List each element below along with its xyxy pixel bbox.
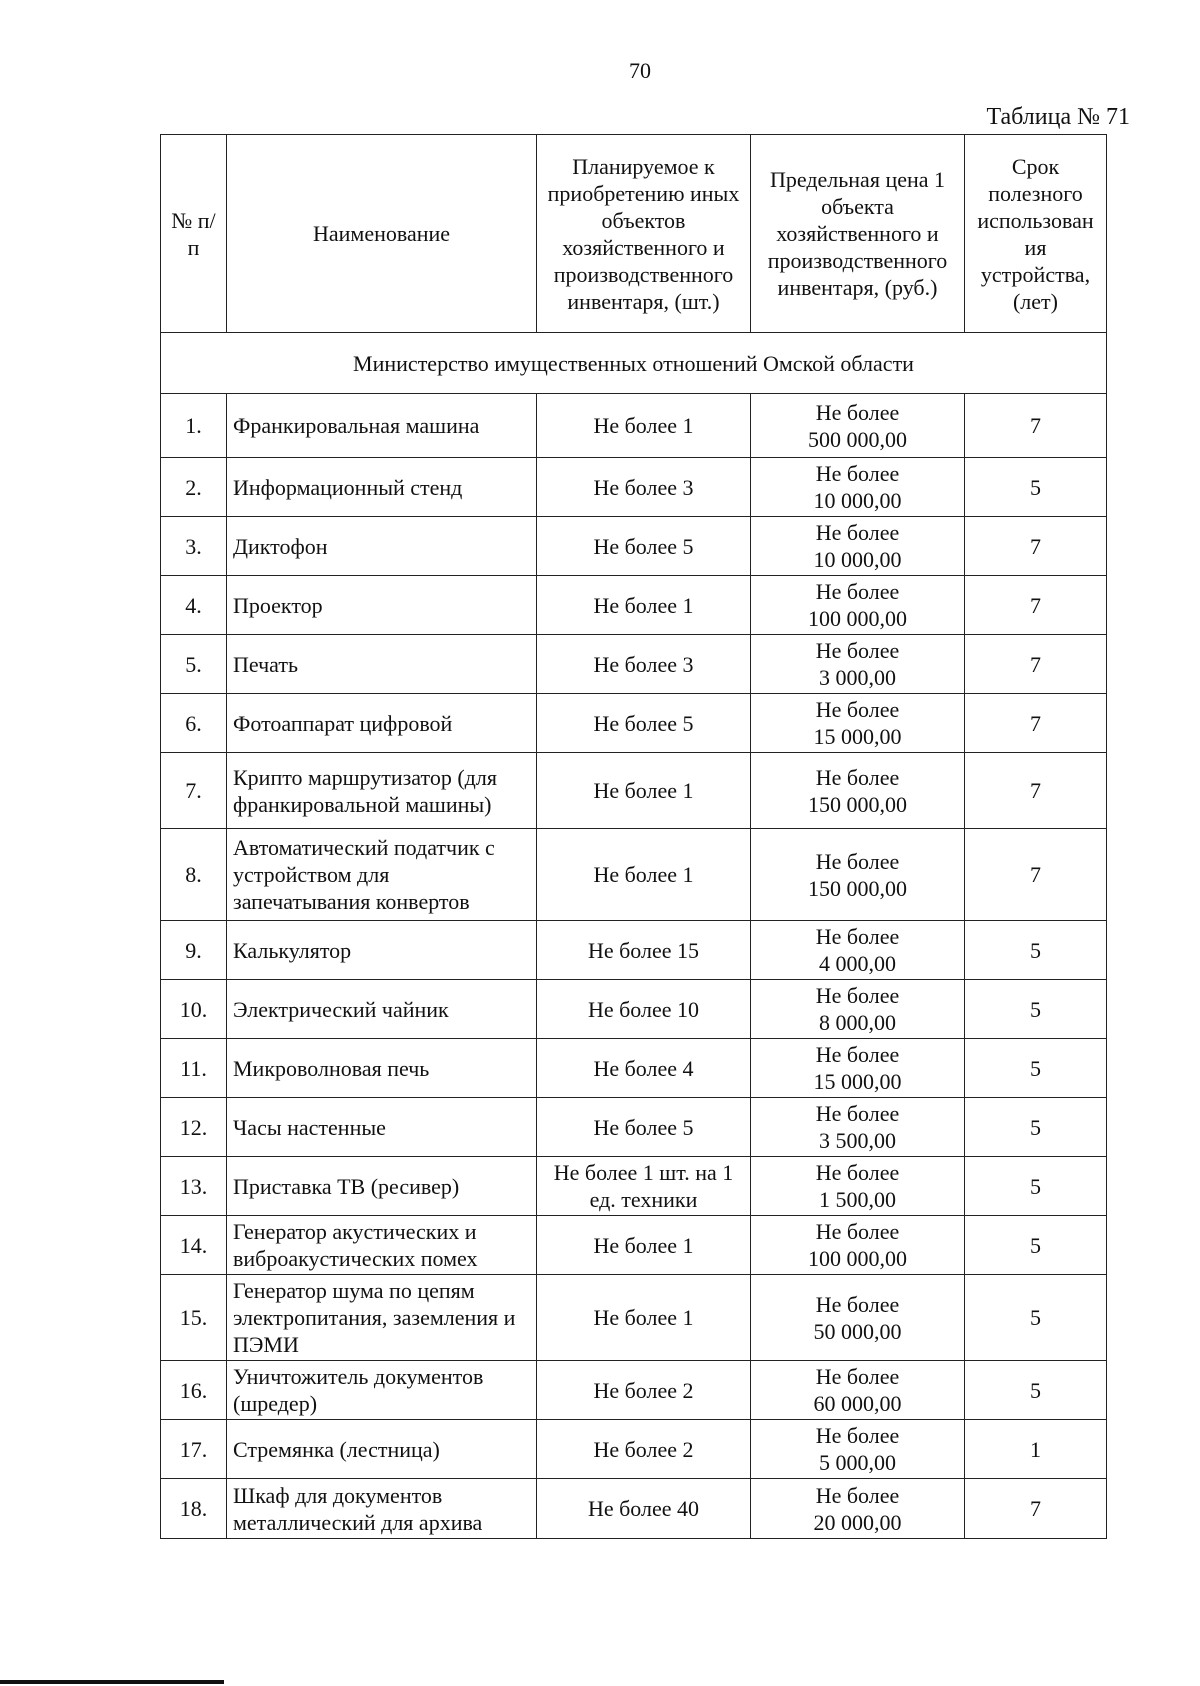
row-quantity: Не более 5 bbox=[537, 694, 751, 753]
price-value: 20 000,00 bbox=[813, 1509, 902, 1535]
price-value: 3 000,00 bbox=[819, 665, 896, 690]
scan-edge-mark bbox=[0, 1680, 224, 1684]
table-caption: Таблица № 71 bbox=[986, 104, 1130, 130]
row-quantity: Не более 3 bbox=[537, 635, 751, 694]
header-qty: Планируемое к приобретению иных объектов хозяйственного и производственного инвентаря, (шт.) bbox=[537, 135, 751, 333]
row-quantity: Не более 1 bbox=[537, 1216, 751, 1275]
price-prefix: Не более bbox=[815, 461, 900, 486]
row-quantity: Не более 2 bbox=[537, 1420, 751, 1479]
row-price bbox=[751, 1157, 965, 1216]
row-price bbox=[751, 517, 965, 576]
row-quantity: Не более 5 bbox=[537, 1098, 751, 1157]
row-quantity: Не более 40 bbox=[537, 1479, 751, 1539]
row-price bbox=[751, 1420, 965, 1479]
header-name: Наименование bbox=[227, 135, 537, 333]
table-row bbox=[161, 1479, 1107, 1539]
price-prefix: Не более bbox=[815, 848, 900, 874]
header-term: Срок полезного использован ия устройства, (лет) bbox=[965, 135, 1107, 333]
price-value: 100 000,00 bbox=[808, 606, 907, 631]
row-name: Крипто маршрутизатор (для франкировальной машины) bbox=[227, 753, 537, 829]
row-name: Стремянка (лестница) bbox=[227, 1420, 537, 1479]
row-price bbox=[751, 921, 965, 980]
row-number: 11. bbox=[161, 1039, 227, 1098]
row-quantity: Не более 1 bbox=[537, 394, 751, 458]
table-row bbox=[161, 1420, 1107, 1479]
row-quantity: Не более 10 bbox=[537, 980, 751, 1039]
page-number: 70 bbox=[629, 58, 651, 83]
row-number: 8. bbox=[161, 829, 227, 921]
price-prefix: Не более bbox=[815, 1101, 900, 1126]
row-name: Генератор шума по цепям электропитания, заземления и ПЭМИ bbox=[227, 1275, 537, 1361]
row-number: 1. bbox=[161, 394, 227, 458]
table-row bbox=[161, 1039, 1107, 1098]
row-quantity: Не более 5 bbox=[537, 517, 751, 576]
row-number: 16. bbox=[161, 1361, 227, 1420]
table-row bbox=[161, 1157, 1107, 1216]
section-title: Министерство имущественных отношений Омской области bbox=[161, 333, 1107, 394]
header-num: № п/п bbox=[161, 135, 227, 333]
row-price bbox=[751, 829, 965, 921]
row-number: 2. bbox=[161, 458, 227, 517]
row-term: 7 bbox=[965, 394, 1107, 458]
row-name: Электрический чайник bbox=[227, 980, 537, 1039]
price-prefix: Не более bbox=[815, 1482, 900, 1508]
price-value: 10 000,00 bbox=[813, 488, 902, 513]
row-number: 17. bbox=[161, 1420, 227, 1479]
table-row bbox=[161, 576, 1107, 635]
price-value: 50 000,00 bbox=[813, 1318, 902, 1344]
price-value: 5 000,00 bbox=[819, 1450, 896, 1475]
row-term: 7 bbox=[965, 517, 1107, 576]
table-row bbox=[161, 694, 1107, 753]
row-quantity: Не более 1 шт. на 1 ед. техники bbox=[537, 1157, 751, 1216]
row-number: 10. bbox=[161, 980, 227, 1039]
row-price bbox=[751, 394, 965, 458]
row-quantity: Не более 15 bbox=[537, 921, 751, 980]
row-quantity: Не более 1 bbox=[537, 753, 751, 829]
price-prefix: Не более bbox=[815, 924, 900, 949]
table-row bbox=[161, 829, 1107, 921]
price-value: 3 500,00 bbox=[819, 1128, 896, 1153]
row-number: 5. bbox=[161, 635, 227, 694]
row-quantity: Не более 2 bbox=[537, 1361, 751, 1420]
price-value: 15 000,00 bbox=[813, 724, 902, 749]
price-prefix: Не более bbox=[815, 1291, 900, 1317]
row-price bbox=[751, 1039, 965, 1098]
row-number: 3. bbox=[161, 517, 227, 576]
row-price bbox=[751, 635, 965, 694]
row-term: 5 bbox=[965, 1275, 1107, 1361]
row-term: 5 bbox=[965, 1098, 1107, 1157]
row-price bbox=[751, 1479, 965, 1539]
row-term: 5 bbox=[965, 980, 1107, 1039]
row-quantity: Не более 1 bbox=[537, 829, 751, 921]
price-prefix: Не более bbox=[815, 1423, 900, 1448]
row-number: 12. bbox=[161, 1098, 227, 1157]
price-value: 1 500,00 bbox=[819, 1187, 896, 1212]
row-name: Калькулятор bbox=[227, 921, 537, 980]
table-row bbox=[161, 635, 1107, 694]
row-name: Приставка ТВ (ресивер) bbox=[227, 1157, 537, 1216]
row-number: 9. bbox=[161, 921, 227, 980]
price-value: 150 000,00 bbox=[808, 791, 907, 817]
table-header-row bbox=[161, 135, 1107, 333]
price-prefix: Не более bbox=[815, 399, 900, 425]
row-name: Печать bbox=[227, 635, 537, 694]
table-row bbox=[161, 517, 1107, 576]
row-quantity: Не более 4 bbox=[537, 1039, 751, 1098]
table-row bbox=[161, 1216, 1107, 1275]
row-name: Информационный стенд bbox=[227, 458, 537, 517]
table-row bbox=[161, 1098, 1107, 1157]
row-term: 5 bbox=[965, 1216, 1107, 1275]
row-name: Фотоаппарат цифровой bbox=[227, 694, 537, 753]
row-price bbox=[751, 1098, 965, 1157]
price-value: 100 000,00 bbox=[808, 1246, 907, 1271]
row-name: Микроволновая печь bbox=[227, 1039, 537, 1098]
row-price bbox=[751, 694, 965, 753]
row-term: 7 bbox=[965, 829, 1107, 921]
row-price bbox=[751, 1361, 965, 1420]
row-price bbox=[751, 980, 965, 1039]
row-name: Автоматический податчик с устройством для запечатывания конвертов bbox=[227, 829, 537, 921]
price-prefix: Не более bbox=[815, 638, 900, 663]
price-prefix: Не более bbox=[815, 1042, 900, 1067]
row-name: Генератор акустических и виброакустических помех bbox=[227, 1216, 537, 1275]
row-name: Диктофон bbox=[227, 517, 537, 576]
row-number: 4. bbox=[161, 576, 227, 635]
row-term: 5 bbox=[965, 1361, 1107, 1420]
price-value: 4 000,00 bbox=[819, 951, 896, 976]
table-row bbox=[161, 458, 1107, 517]
row-quantity: Не более 3 bbox=[537, 458, 751, 517]
row-number: 18. bbox=[161, 1479, 227, 1539]
row-term: 5 bbox=[965, 458, 1107, 517]
table-row bbox=[161, 1361, 1107, 1420]
row-price bbox=[751, 1275, 965, 1361]
price-value: 150 000,00 bbox=[808, 875, 907, 901]
table-row bbox=[161, 921, 1107, 980]
price-prefix: Не более bbox=[815, 764, 900, 790]
row-term: 7 bbox=[965, 635, 1107, 694]
table-row bbox=[161, 1275, 1107, 1361]
row-price bbox=[751, 1216, 965, 1275]
price-value: 60 000,00 bbox=[813, 1391, 902, 1416]
row-number: 13. bbox=[161, 1157, 227, 1216]
row-price bbox=[751, 458, 965, 517]
row-name: Проектор bbox=[227, 576, 537, 635]
row-name: Франкировальная машина bbox=[227, 394, 537, 458]
header-price: Предельная цена 1 объекта хозяйственного и производственного инвентаря, (руб.) bbox=[751, 135, 965, 333]
section-row bbox=[161, 333, 1107, 394]
row-term: 7 bbox=[965, 753, 1107, 829]
row-term: 1 bbox=[965, 1420, 1107, 1479]
price-value: 15 000,00 bbox=[813, 1069, 902, 1094]
row-term: 7 bbox=[965, 1479, 1107, 1539]
row-number: 6. bbox=[161, 694, 227, 753]
price-prefix: Не более bbox=[815, 1364, 900, 1389]
row-name: Уничтожитель документов (шредер) bbox=[227, 1361, 537, 1420]
price-prefix: Не более bbox=[815, 1160, 900, 1185]
row-number: 14. bbox=[161, 1216, 227, 1275]
row-number: 15. bbox=[161, 1275, 227, 1361]
price-prefix: Не более bbox=[815, 520, 900, 545]
row-quantity: Не более 1 bbox=[537, 576, 751, 635]
row-term: 7 bbox=[965, 576, 1107, 635]
row-price bbox=[751, 576, 965, 635]
price-prefix: Не более bbox=[815, 697, 900, 722]
price-prefix: Не более bbox=[815, 983, 900, 1008]
row-price bbox=[751, 753, 965, 829]
table-row bbox=[161, 394, 1107, 458]
row-term: 7 bbox=[965, 694, 1107, 753]
row-number: 7. bbox=[161, 753, 227, 829]
row-term: 5 bbox=[965, 1157, 1107, 1216]
price-prefix: Не более bbox=[815, 1219, 900, 1244]
price-value: 500 000,00 bbox=[808, 426, 907, 452]
row-term: 5 bbox=[965, 1039, 1107, 1098]
row-term: 5 bbox=[965, 921, 1107, 980]
row-quantity: Не более 1 bbox=[537, 1275, 751, 1361]
price-value: 8 000,00 bbox=[819, 1010, 896, 1035]
row-name: Шкаф для документов металлический для архива bbox=[227, 1479, 537, 1539]
table-row bbox=[161, 980, 1107, 1039]
price-value: 10 000,00 bbox=[813, 547, 902, 572]
price-prefix: Не более bbox=[815, 579, 900, 604]
row-name: Часы настенные bbox=[227, 1098, 537, 1157]
inventory-table bbox=[160, 134, 1107, 1539]
table-row bbox=[161, 753, 1107, 829]
